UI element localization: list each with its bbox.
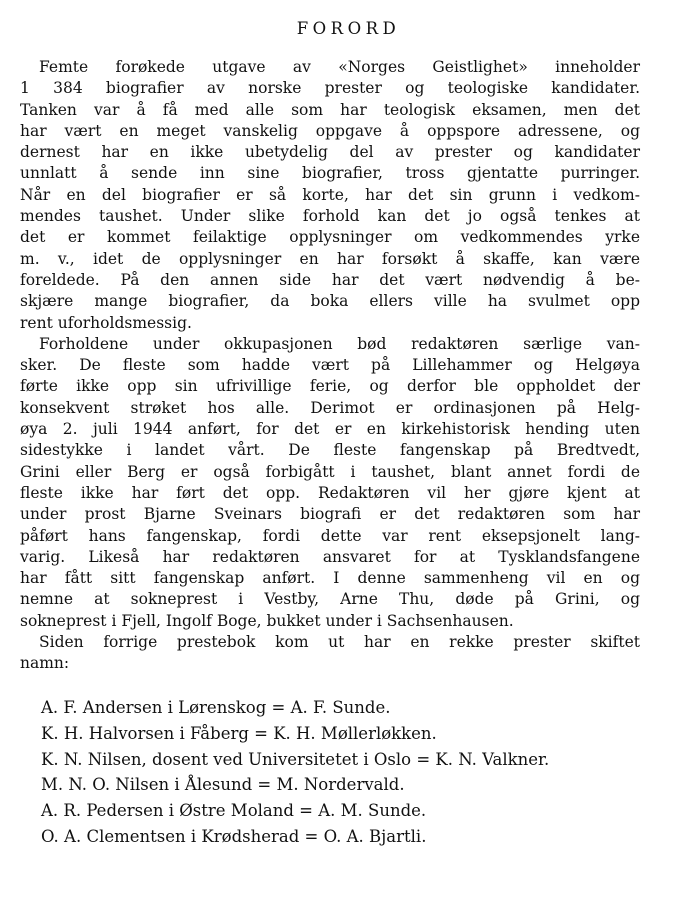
text-line: sokneprest i Fjell, Ingolf Boge, bukket under i Sachsenhausen. [20, 611, 514, 630]
foreword-body [20, 57, 640, 675]
text-line: unnlatt å sende inn sine biografier, tross gjentatte purringer. [20, 164, 640, 183]
text-line: Forholdene under okkupasjonen bød redaktøren særlige van- [39, 334, 640, 353]
name-change-item: A. R. Pedersen i Østre Moland = A. M. Sunde. [41, 801, 427, 821]
name-change-item: K. H. Halvorsen i Fåberg = K. H. Møllerløkken. [41, 723, 437, 743]
text-line: 1 384 biografier av norske prester og teologiske kandidater. [20, 79, 640, 98]
text-line: førte ikke opp sin ufrivillige ferie, og derfor ble oppholdet der [20, 377, 640, 396]
text-line: dernest har en ikke ubetydelig del av prester og kandidater [20, 143, 640, 162]
text-line: fleste ikke har ført det opp. Redaktøren vil her gjøre kjent at [20, 483, 640, 502]
text-line: nemne at sokneprest i Vestby, Arne Thu, døde på Grini, og [20, 590, 640, 609]
text-line: varig. Likeså har redaktøren ansvaret for at Tysklandsfangene [20, 547, 640, 566]
text-line: mendes taushet. Under slike forhold kan det jo også tenkes at [20, 207, 640, 226]
text-line: Tanken var å få med alle som har teologisk eksamen, men det [20, 100, 640, 119]
name-change-item: O. A. Clementsen i Krødsherad = O. A. Bjartli. [41, 826, 427, 846]
text-line: skjære mange biografier, da boka ellers ville ha svulmet opp [20, 292, 640, 311]
name-change-item: A. F. Andersen i Lørenskog = A. F. Sunde. [41, 698, 391, 717]
text-line: namn: [20, 654, 70, 673]
text-line: øya 2. juli 1944 anført, for det er en kirkehistorisk hending uten [20, 420, 640, 439]
text-line: påført hans fangenskap, fordi dette var rent eksepsjonelt lang- [20, 526, 640, 545]
text-line: konsekvent strøket hos alle. Derimot er ordinasjonen på Helg- [20, 398, 640, 417]
text-line: foreldede. På den annen side har det vært nødvendig å be- [20, 270, 640, 289]
text-line: m. v., idet de opplysninger en har forsøkt å skaffe, kan være [20, 249, 640, 268]
text-line: sidestykke i landet vårt. De fleste fangenskap på Bredtvedt, [20, 441, 640, 460]
text-line: Siden forrige prestebok kom ut har en rekke prester skiftet [39, 633, 640, 652]
text-line: Grini eller Berg er også forbigått i taushet, blant annet fordi de [20, 462, 640, 481]
text-line: Når en del biografier er så korte, har det sin grunn i vedkom- [20, 185, 640, 204]
name-change-item: K. N. Nilsen, dosent ved Universitetet i Oslo = K. N. Valkner. [41, 749, 550, 769]
text-line: sker. De fleste som hadde vært på Lillehammer og Helgøya [20, 356, 640, 375]
name-change-list [41, 695, 549, 850]
text-line: under prost Bjarne Sveinars biografi er det redaktøren som har [20, 505, 640, 524]
name-change-item: M. N. O. Nilsen i Ålesund = M. Nordervald. [41, 775, 405, 795]
text-line: har vært en meget vanskelig oppgave å oppspore adressene, og [20, 121, 640, 140]
text-line: Femte forøkede utgave av «Norges Geistlighet» inneholder [39, 58, 640, 76]
text-line: har fått sitt fangenskap anført. I denne sammenheng vil en og [20, 569, 640, 588]
text-line: det er kommet feilaktige opplysninger om vedkommendes yrke [20, 228, 640, 247]
text-line: rent uforholdsmessig. [20, 313, 192, 332]
page-title: FORORD [296, 19, 401, 38]
